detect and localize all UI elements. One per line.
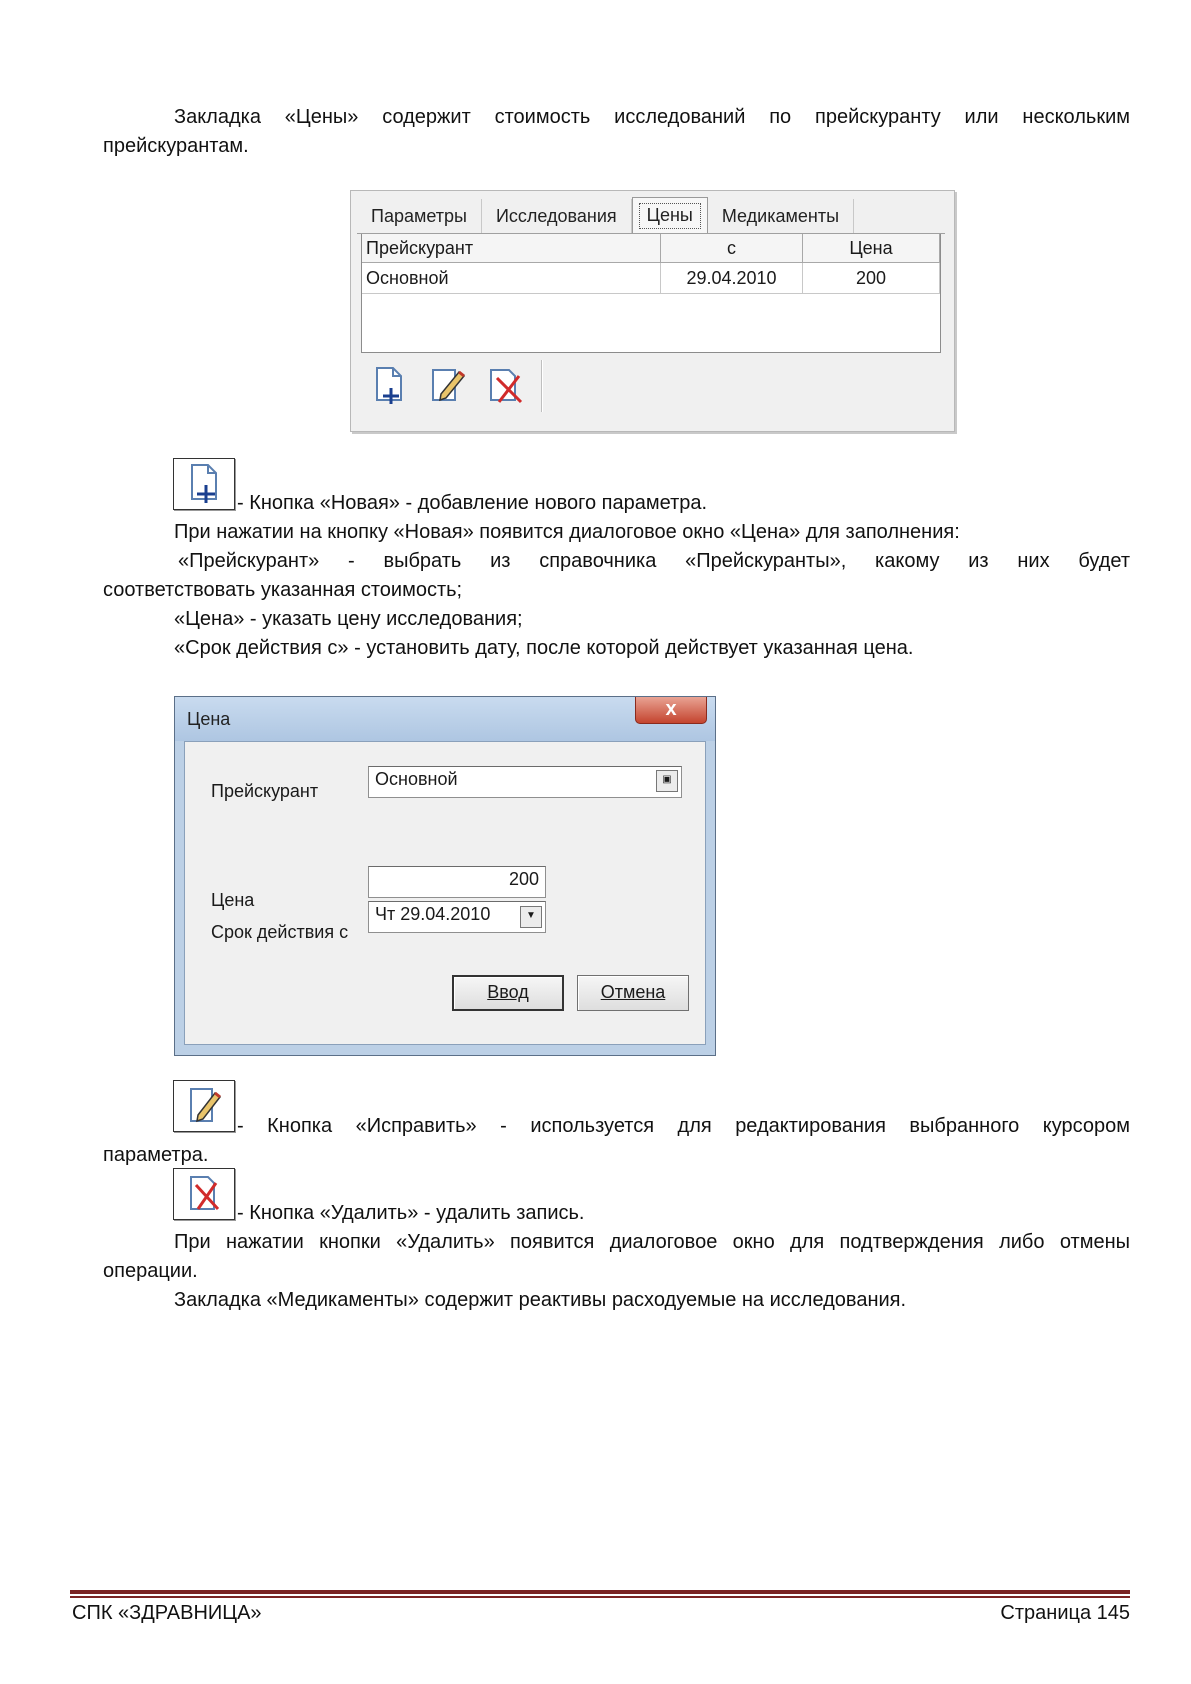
delete-button-description: - Кнопка «Удалить» - удалить запись. xyxy=(237,1202,585,1224)
page-number: Страница 145 xyxy=(1000,1602,1130,1624)
price-dialog-screenshot xyxy=(174,696,716,1056)
cell-pricelist[interactable]: Основной xyxy=(362,263,661,294)
tab-studies[interactable]: Исследования xyxy=(482,199,632,233)
date-label: Срок действия с xyxy=(211,922,349,942)
ok-button[interactable]: Ввод xyxy=(452,975,564,1011)
dialog-title: Цена xyxy=(187,709,231,729)
intro-paragraph-line2: прейскурантам. xyxy=(103,135,249,157)
tab-parameters[interactable]: Параметры xyxy=(357,199,482,233)
new-record-icon xyxy=(369,364,411,406)
footer-company: СПК «ЗДРАВНИЦА» xyxy=(72,1602,262,1624)
folder-icon: ▣ xyxy=(662,774,672,785)
edit-button-description-line1: - Кнопка «Исправить» - используется для редактирования выбранного курсором xyxy=(237,1115,1130,1137)
date-value: Чт 29.04.2010 xyxy=(375,904,491,924)
delete-button-illustration xyxy=(173,1168,235,1220)
prices-tab-panel xyxy=(357,233,945,424)
column-header-pricelist[interactable]: Прейскурант xyxy=(362,234,661,263)
new-button-illustration xyxy=(173,458,235,510)
cell-price[interactable]: 200 xyxy=(803,263,940,294)
edit-record-button[interactable] xyxy=(427,364,469,406)
pricelist-item-line2: соответствовать указанная стоимость; xyxy=(103,579,463,601)
delete-paragraph-line2: операции. xyxy=(103,1260,198,1282)
tab-strip xyxy=(357,195,854,233)
cell-date[interactable]: 29.04.2010 xyxy=(661,263,803,294)
date-dropdown-button[interactable] xyxy=(520,906,542,928)
delete-record-button[interactable] xyxy=(485,364,527,406)
chevron-down-icon: ▼ xyxy=(526,910,536,921)
medications-paragraph: Закладка «Медикаменты» содержит реактивы расходуемые на исследования. xyxy=(174,1289,907,1311)
table-row[interactable] xyxy=(362,263,940,294)
price-value: 200 xyxy=(508,869,539,889)
price-grid xyxy=(361,234,941,353)
new-button-description: - Кнопка «Новая» - добавление нового параметра. xyxy=(237,492,708,514)
edit-button-description-line2: параметра. xyxy=(103,1144,209,1166)
footer-rule xyxy=(70,1590,1130,1594)
dialog-titlebar xyxy=(175,697,715,741)
dialog-body xyxy=(184,741,706,1045)
intro-paragraph-line1: Закладка «Цены» содержит стоимость исследований по прейскуранту или нескольким xyxy=(174,106,1130,128)
edit-record-icon xyxy=(427,364,469,406)
pricelist-field[interactable] xyxy=(368,766,682,798)
date-field[interactable] xyxy=(368,901,546,933)
new-record-icon xyxy=(188,463,222,505)
edit-button-illustration xyxy=(173,1080,235,1132)
pricelist-label: Прейскурант xyxy=(211,781,319,801)
new-dialog-intro: При нажатии на кнопку «Новая» появится диалоговое окно «Цена» для заполнения: xyxy=(174,521,960,543)
column-header-price[interactable]: Цена xyxy=(803,234,940,263)
delete-record-icon xyxy=(188,1173,222,1215)
delete-record-icon xyxy=(485,364,527,406)
pricelist-lookup-button[interactable] xyxy=(656,770,678,792)
grid-toolbar xyxy=(361,354,939,416)
column-header-from[interactable]: с xyxy=(661,234,803,263)
grid-header-row xyxy=(362,234,940,263)
price-label: Цена xyxy=(211,890,255,910)
delete-paragraph-line1: При нажатии кнопки «Удалить» появится диалоговое окно для подтверждения либо отмены xyxy=(174,1231,1130,1253)
close-button[interactable] xyxy=(635,697,707,724)
tab-medications[interactable]: Медикаменты xyxy=(708,199,854,233)
validity-item: «Срок действия с» - установить дату, после которой действует указанная цена. xyxy=(174,637,914,659)
edit-record-icon xyxy=(188,1085,222,1127)
price-field[interactable] xyxy=(368,866,546,898)
tab-prices[interactable]: Цены xyxy=(632,197,708,235)
prices-tab-screenshot xyxy=(350,190,955,432)
close-icon: x xyxy=(665,698,677,720)
pricelist-item-line1: «Прейскурант» - выбрать из справочника «Прейскуранты», какому из них будет xyxy=(178,550,1130,572)
new-record-button[interactable] xyxy=(369,364,411,406)
cancel-button[interactable]: Отмена xyxy=(577,975,689,1011)
price-item: «Цена» - указать цену исследования; xyxy=(174,608,523,630)
pricelist-value: Основной xyxy=(375,769,458,789)
toolbar-separator xyxy=(541,360,543,412)
